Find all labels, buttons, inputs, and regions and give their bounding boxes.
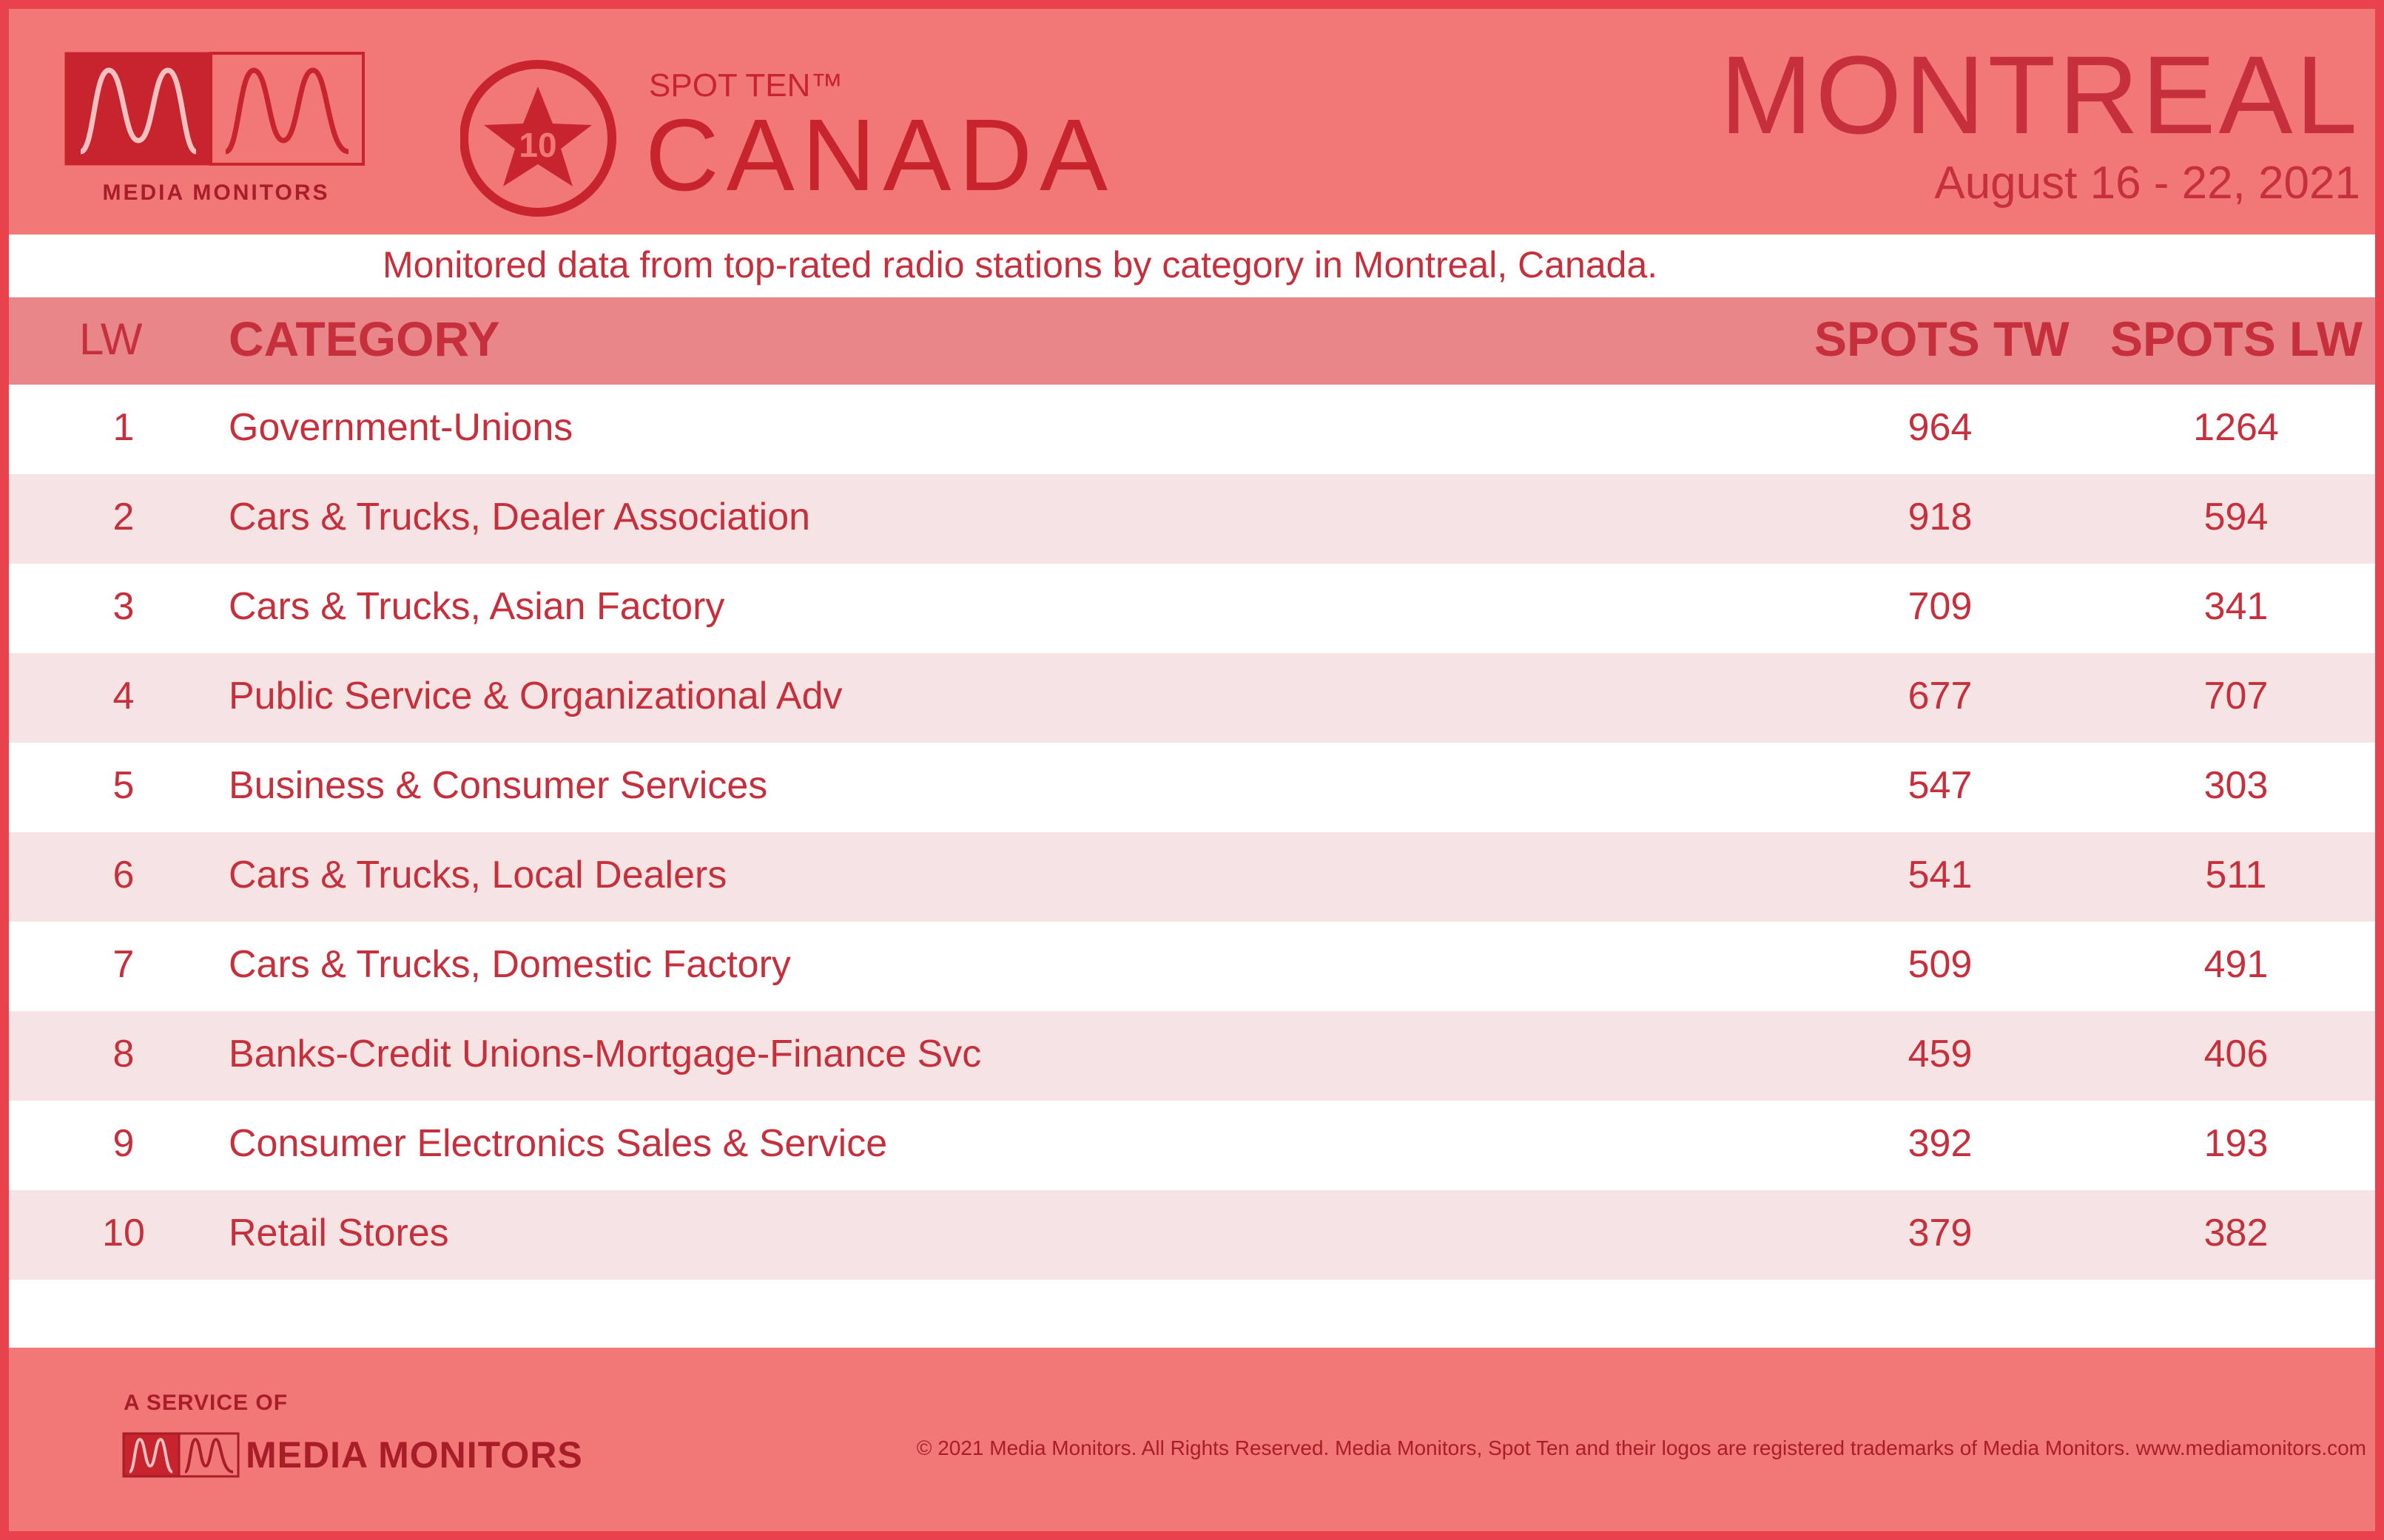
table-row <box>9 832 2375 922</box>
spots-lw-cell: 594 <box>2203 496 2269 538</box>
category-cell: Cars & Trucks, Dealer Association <box>229 496 811 538</box>
table-row <box>9 922 2375 1011</box>
category-cell: Government-Unions <box>229 406 573 449</box>
service-label: A SERVICE OF <box>124 1391 289 1415</box>
spots-lw-cell: 341 <box>2203 585 2269 628</box>
spots-lw-cell: 1264 <box>2193 406 2279 449</box>
rank-cell: 10 <box>102 1212 145 1254</box>
rank-cell: 5 <box>112 764 135 807</box>
category-cell: Retail Stores <box>229 1212 449 1254</box>
subtitle: Monitored data from top-rated radio stations by category in Montreal, Canada. <box>383 244 1658 286</box>
spots-tw-cell: 918 <box>1907 496 1973 538</box>
category-cell: Consumer Electronics Sales & Service <box>229 1122 888 1165</box>
spots-lw-cell: 303 <box>2203 764 2269 807</box>
spots-tw-cell: 509 <box>1907 943 1973 986</box>
table-row <box>9 1190 2375 1280</box>
spot-ten-badge: 10 <box>519 126 557 164</box>
column-header-lw: LW <box>79 314 143 364</box>
table-row <box>9 564 2375 653</box>
category-cell: Cars & Trucks, Asian Factory <box>229 585 725 628</box>
subtitle-band <box>9 234 2375 297</box>
table-row <box>9 653 2375 743</box>
spot-ten-logo <box>460 46 1126 223</box>
spots-tw-cell: 392 <box>1907 1122 1973 1165</box>
spots-tw-cell: 677 <box>1907 675 1973 717</box>
footer-brand: MEDIA MONITORS <box>246 1434 583 1476</box>
date-range: August 16 - 22, 2021 <box>1934 158 2360 209</box>
footer <box>9 1348 2375 1531</box>
spots-lw-cell: 382 <box>2203 1212 2269 1254</box>
category-cell: Cars & Trucks, Domestic Factory <box>229 943 791 986</box>
table-row <box>9 385 2375 474</box>
spots-tw-cell: 964 <box>1907 406 1973 449</box>
table-row <box>9 743 2375 832</box>
category-cell: Business & Consumer Services <box>229 764 768 807</box>
column-header-category: CATEGORY <box>229 311 500 366</box>
rankings-table <box>9 297 2375 1350</box>
spot-ten-label: SPOT TEN™ <box>649 67 844 104</box>
spots-tw-cell: 459 <box>1907 1033 1973 1075</box>
rank-cell: 8 <box>112 1033 135 1075</box>
table-header <box>9 297 2375 385</box>
spots-lw-cell: 406 <box>2203 1033 2269 1075</box>
spots-lw-cell: 193 <box>2203 1122 2269 1165</box>
table-row <box>9 474 2375 564</box>
category-cell: Public Service & Organizational Adv <box>229 675 843 717</box>
country-title: CANADA <box>645 98 1116 212</box>
spots-tw-cell: 547 <box>1907 764 1973 807</box>
category-cell: Banks-Credit Unions-Mortgage-Finance Svc <box>229 1033 982 1075</box>
rank-cell: 4 <box>112 675 135 717</box>
spots-tw-cell: 709 <box>1907 585 1973 628</box>
table-body <box>9 385 2375 1280</box>
category-cell: Cars & Trucks, Local Dealers <box>229 854 727 896</box>
city-title: MONTREAL <box>1720 33 2360 157</box>
spots-tw-cell: 379 <box>1907 1212 1973 1254</box>
column-header-spots-lw: SPOTS LW <box>2110 311 2363 366</box>
table-row <box>9 1101 2375 1190</box>
rank-cell: 1 <box>112 406 135 449</box>
rank-cell: 3 <box>112 585 135 628</box>
table-row <box>9 1011 2375 1101</box>
header <box>9 9 2375 234</box>
rank-cell: 7 <box>112 943 135 986</box>
column-header-spots-tw: SPOTS TW <box>1814 311 2070 366</box>
copyright: © 2021 Media Monitors. All Rights Reserved. Media Monitors, Spot Ten and their logos are registered trademarks of Media Monitors. www.mediamonitors.com <box>916 1436 2366 1459</box>
media-monitors-logo <box>64 52 368 211</box>
spots-tw-cell: 541 <box>1907 854 1973 896</box>
rank-cell: 6 <box>112 854 135 896</box>
logo-text: MEDIA MONITORS <box>102 180 330 205</box>
spots-lw-cell: 491 <box>2203 943 2269 986</box>
table-bottom-spacer <box>9 1280 2375 1350</box>
spots-lw-cell: 707 <box>2203 675 2269 717</box>
rank-cell: 2 <box>112 496 135 538</box>
spots-lw-cell: 511 <box>2205 854 2267 896</box>
rank-cell: 9 <box>112 1122 135 1165</box>
